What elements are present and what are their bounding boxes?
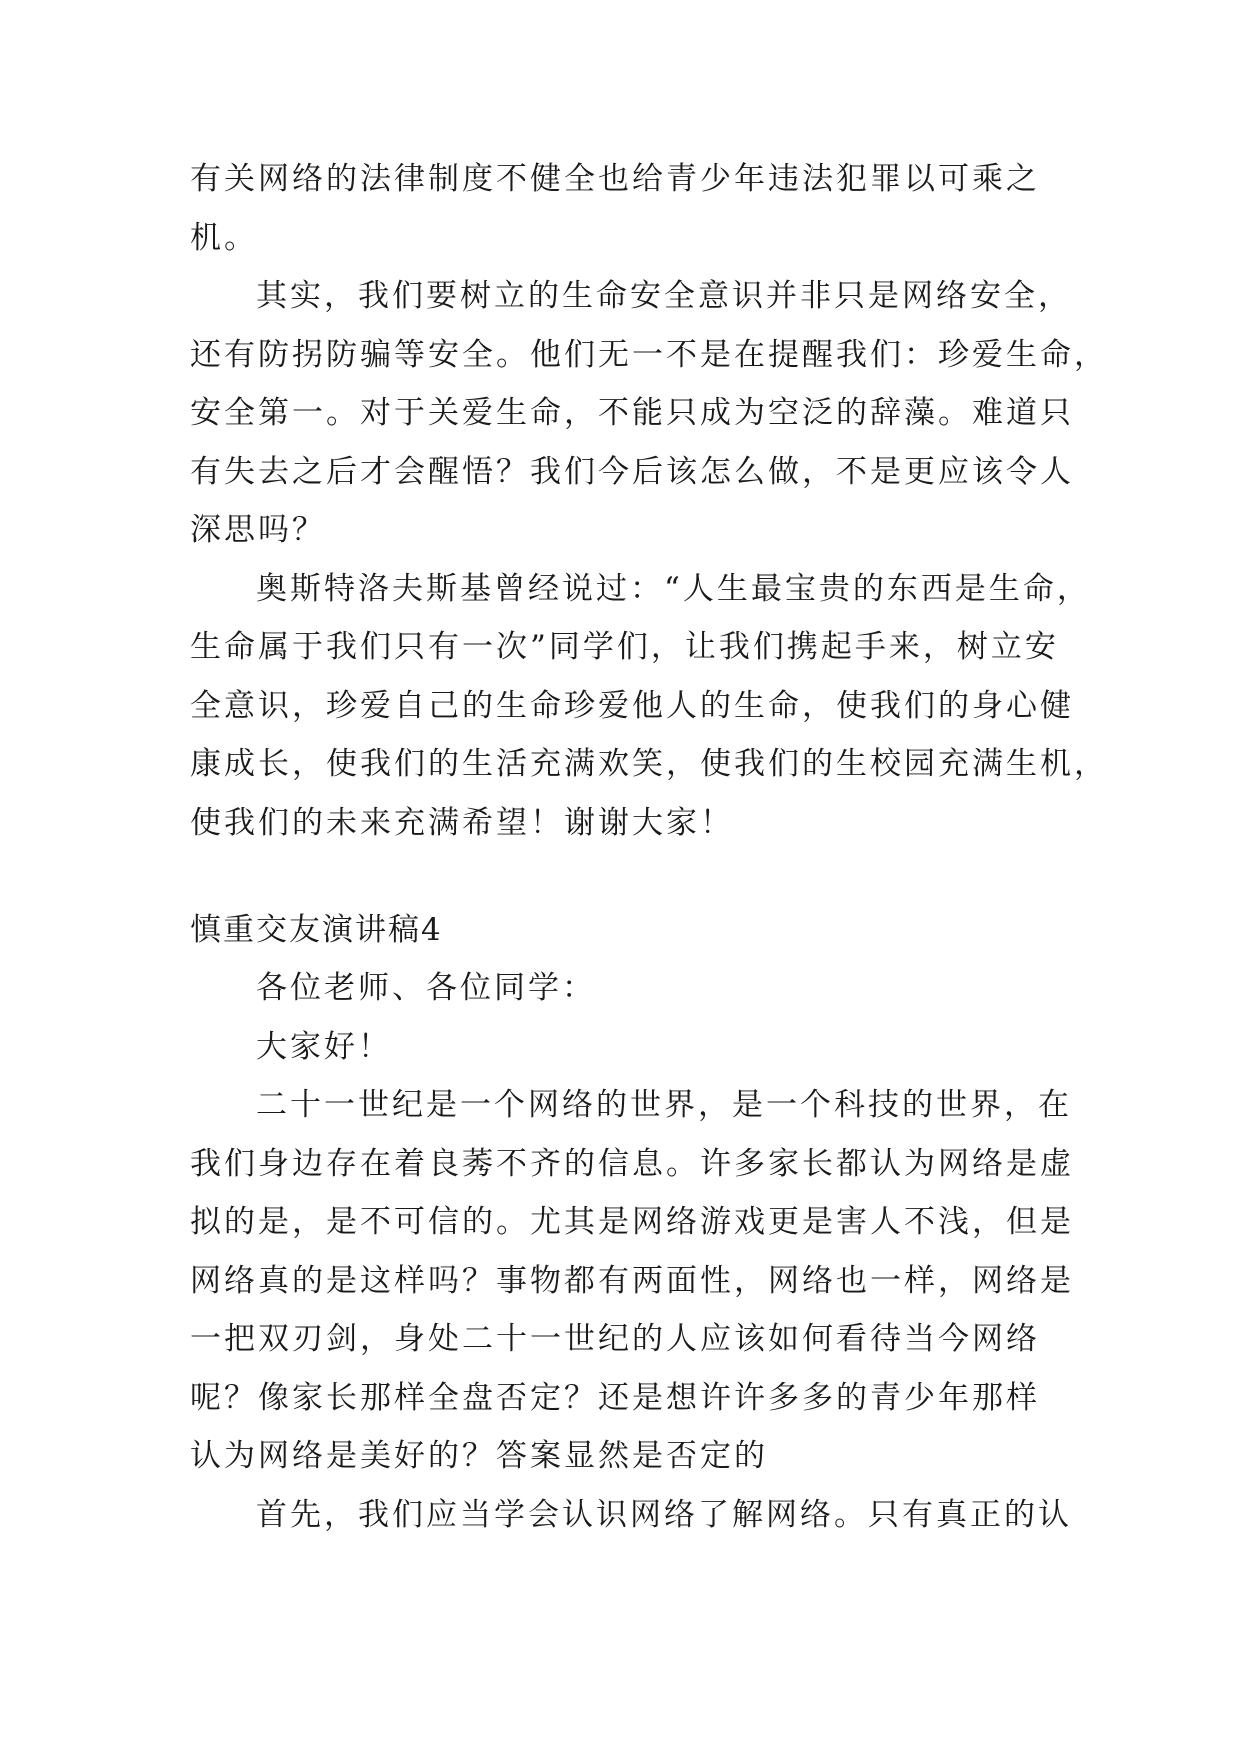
paragraph-line: 安全第一。对于关爱生命，不能只成为空泛的辞藻。难道只 [190,395,1074,431]
paragraph-line: 机。 [190,219,258,256]
paragraph-line: 康成长，使我们的生活充满欢笑，使我们的生校园充满生机， [190,746,1108,782]
paragraph-line: 拟的是，是不可信的。尤其是网络游戏更是害人不浅，但是 [190,1204,1074,1240]
paragraph-line: 二十一世纪是一个网络的世界，是一个科技的世界，在 [256,1087,1072,1123]
salutation: 各位老师、各位同学： [256,970,596,1006]
paragraph-line: 还有防拐防骗等安全。他们无一不是在提醒我们：珍爱生命， [190,336,1108,373]
document-body [190,150,1108,1544]
paragraph-line: 一把双刃剑，身处二十一世纪的人应该如何看待当今网络 [190,1321,1040,1357]
section-gap [190,852,1065,902]
paragraph-line: 深思吗？ [190,512,326,548]
section-title: 慎重交友演讲稿4 [190,912,443,948]
paragraph-line: 其实，我们要树立的生命安全意识并非只是网络安全， [256,278,1072,314]
greeting: 大家好！ [256,1028,392,1065]
paragraph-line: 奥斯特洛夫斯基曾经说过：“人生最宝贵的东西是生命， [256,570,1091,607]
paragraph-line: 首先，我们应当学会认识网络了解网络。只有真正的认 [256,1496,1072,1533]
paragraph-line: 使我们的未来充满希望！谢谢大家！ [190,804,734,841]
paragraph-line: 生命属于我们只有一次”同学们，让我们携起手来，树立安 [190,629,1059,665]
paragraph-line: 网络真的是这样吗？事物都有两面性，网络也一样，网络是 [190,1262,1074,1299]
paragraph-line: 呢？像家长那样全盘否定？还是想许许多多的青少年那样 [190,1379,1040,1416]
paragraph-line: 认为网络是美好的？答案显然是否定的 [190,1438,768,1474]
paragraph-line: 我们身边存在着良莠不齐的信息。许多家长都认为网络是虚 [190,1145,1074,1182]
paragraph-line: 有关网络的法律制度不健全也给青少年违法犯罪以可乘之 [190,161,1040,197]
paragraph-line: 全意识，珍爱自己的生命珍爱他人的生命，使我们的身心健 [190,687,1074,724]
paragraph-line: 有失去之后才会醒悟？我们今后该怎么做，不是更应该令人 [190,453,1074,490]
